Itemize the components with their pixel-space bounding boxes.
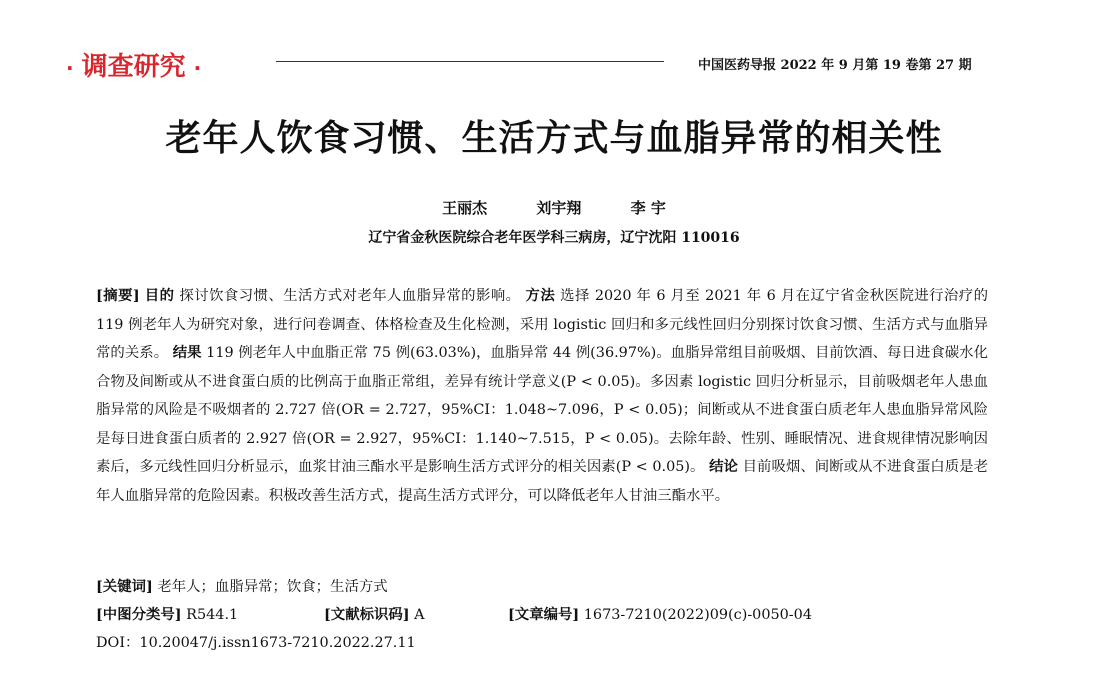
section-label (58, 46, 209, 83)
doc-code-value: A (409, 607, 425, 623)
article-number-value: 1673-7210(2022)09(c)-0050-04 (579, 607, 812, 623)
article-number-label: [文章编号] (508, 606, 580, 623)
results-text-3: OR = 2.727，95%CI：1.048~7.096，P < 0.05)；间断或从不进食蛋白质老年人患血脂异常风险是每日进食蛋白质者的 2.927 倍( (96, 402, 988, 447)
journal-info: 中国医药导报 2022 年 9 月第 19 卷第 27 期 (698, 58, 972, 73)
abstract-label: [摘要] (96, 287, 140, 304)
methods-label: 方法 (525, 287, 556, 304)
clc-item (96, 603, 238, 624)
doc-code-item (324, 603, 425, 624)
abstract (96, 282, 988, 510)
methods-text: 选择 2020 年 6 月至 2021 年 6 月在辽宁省金秋医院进行治疗的 119 例老年人为研究对象，进行问卷调查、体格检查及生化检测，采用 logistic 回归和多元线性回归分别探讨饮食习惯、生活方式与血脂异常的关系。 (96, 288, 988, 361)
author-list (0, 197, 1108, 218)
clc-label: [中图分类号] (96, 606, 182, 623)
keywords-label: [关键词] (96, 578, 153, 595)
dot-right: · (193, 56, 202, 80)
conclusion-text: 目前吸烟、间断或从不进食蛋白质是老年人血脂异常的危险因素。积极改善生活方式，提高生活方式评分，可以降低老年人甘油三酯水平。 (96, 459, 988, 504)
author-3: 李 宇 (630, 199, 666, 217)
section-name: 调查研究 (81, 52, 186, 82)
dot-left: · (66, 56, 74, 80)
results-text-5: P < 0.05)。 (621, 459, 710, 475)
results-text-1: 119 例老年人中血脂正常 75 例(63.03%)，血脂异常 44 例(36.97%)。血脂异常组目前吸烟、目前饮酒、每日进食碳水化合物及间断或从不进食蛋白质的比例高于血脂正常组，差异有统计学意义( (96, 345, 988, 390)
objective-label: 目的 (144, 287, 175, 304)
author-2: 刘宇翔 (536, 199, 582, 217)
conclusion-label: 结论 (709, 458, 738, 475)
results-text-2: P < 0.05)。多因素 logistic 回归分析显示，目前吸烟老年人患血脂异常的风险是不吸烟者的 2.727 倍( (96, 373, 989, 418)
author-1: 王丽杰 (442, 199, 488, 217)
article-number-item (508, 603, 812, 624)
affiliation: 辽宁省金秋医院综合老年医学科三病房，辽宁沈阳 110016 (368, 230, 740, 246)
header-rule (276, 61, 664, 62)
results-label: 结果 (172, 344, 202, 361)
results-text-4: OR = 2.927，95%CI：1.140~7.515，P < 0.05)。去除年龄、性别、睡眠情况、进食规律情况影响因素后，多元线性回归分析显示，血浆甘油三酯水平是影响生活方式评分的相关因素( (96, 430, 988, 475)
doc-code-label: [文献标识码] (324, 606, 410, 623)
keywords (96, 575, 388, 596)
doi[interactable]: DOI：10.20047/j.issn1673-7210.2022.27.11 (96, 635, 416, 651)
clc-value: R544.1 (181, 607, 239, 623)
paper-title: 老年人饮食习惯、生活方式与血脂异常的相关性 (165, 118, 943, 159)
objective-text: 探讨饮食习惯、生活方式对老年人血脂异常的影响。 (174, 288, 526, 304)
keywords-text: 老年人；血脂异常；饮食；生活方式 (152, 579, 388, 595)
